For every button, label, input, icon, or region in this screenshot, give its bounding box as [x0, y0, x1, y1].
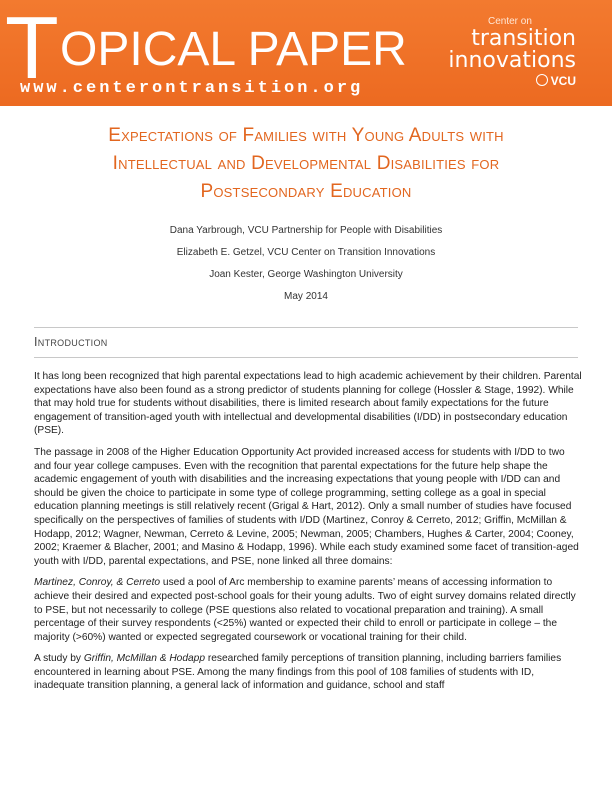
- paragraph-4-text: researched family perceptions of transition planning, including barriers families encountered in learning about PSE. Among the many findings from this pool of 108 families of students with ID, inadequate transition planning, a general lack of information and guidance, school and staff: [34, 653, 562, 692]
- body-text: [34, 370, 582, 701]
- paragraph-1: It has long been recognized that high parental expectations lead to high academic achievement by their children. Parental expectations have also been found as a strong predictor of students planning for college (Hossler & Stage, 1992). While that may hold true for students without disabilities, there is limited research about family expectations for the future engagement of transition-aged youth with intellectual and developmental disabilities (I/DD) in postsecondary education (PSE).: [34, 371, 582, 437]
- header-banner: [0, 0, 612, 106]
- paragraph-4-authors: Griffin, McMillan & Hodapp: [83, 653, 206, 665]
- vcu-seal-icon: [536, 74, 548, 86]
- banner-big-letter: T: [5, 0, 57, 97]
- title-line-1: Expectations of Families with Young Adults with: [108, 125, 504, 146]
- author-3: Joan Kester, George Washington University: [209, 269, 403, 280]
- paragraph-4-start: A study by: [34, 653, 84, 665]
- paragraph-3: [34, 576, 582, 644]
- divider-top: [34, 327, 578, 328]
- logo-line2: innovations: [448, 48, 576, 73]
- title-line-3: Postsecondary Education: [200, 181, 412, 202]
- logo-small-text: Center on: [488, 16, 532, 27]
- paragraph-3-authors: Martinez, Conroy, & Cerreto: [34, 577, 161, 589]
- divider-bottom: [34, 357, 578, 358]
- section-heading: Introduction: [34, 335, 108, 349]
- vcu-text: VCU: [550, 74, 576, 88]
- banner-title: OPICAL PAPER: [60, 23, 407, 76]
- center-logo: [448, 16, 604, 94]
- paper-title: [40, 122, 572, 206]
- author-2: Elizabeth E. Getzel, VCU Center on Transition Innovations: [176, 247, 436, 258]
- logo-line1: transition: [471, 26, 576, 51]
- publication-date: May 2014: [284, 291, 328, 302]
- vcu-logo: [536, 74, 576, 87]
- title-line-2: Intellectual and Developmental Disabilities for: [112, 153, 500, 174]
- paragraph-2: The passage in 2008 of the Higher Education Opportunity Act provided increased access for students with I/DD to two and four year college campuses. Even with the recognition that parental expectations for the future help shape the academic engagement of youth with disabilities and the increasing expectations that young people with I/DD can and should be given the choice to participate in some type of college programming, setting college as a goal in special education planning meetings is still relatively recent (Grigal & Hart, 2012). Only a small number of studies have focused specifically on the perspectives of families of students with I/DD (Martinez, Conroy & Cerreto, 2012; Griffin, McMillan & Hodapp, 2012; Wagner, Newman, Cerreto & Levine, 2005; Newman, 2005; Chambers, Hughes & Carter, 2004; Cooney, 2002; Kraemer & Blacher, 2001; and Masino & Hodapp, 1996). While each study examined some facet of transition-aged youth with I/DD, parental expectations, and PSE, none linked all three domains:: [34, 446, 579, 567]
- author-block: [0, 220, 612, 308]
- paragraph-4: [34, 652, 582, 693]
- banner-url[interactable]: www.centerontransition.org: [20, 79, 364, 98]
- paragraph-3-text: used a pool of Arc membership to examine parents’ means of accessing information to achieve their desired and expected post-school goals for their young adults. Two of eight survey domains related directly to PSE, but not necessarily to college (PSE questions also related to vocational preparation and training). A small percentage of their survey respondents (<25%) wanted or expected their child to enroll or participate in college – the majority (>60%) wanted or expected segregated coursework or vocational training for their child.: [34, 577, 576, 643]
- author-1: Dana Yarbrough, VCU Partnership for People with Disabilities: [169, 225, 443, 236]
